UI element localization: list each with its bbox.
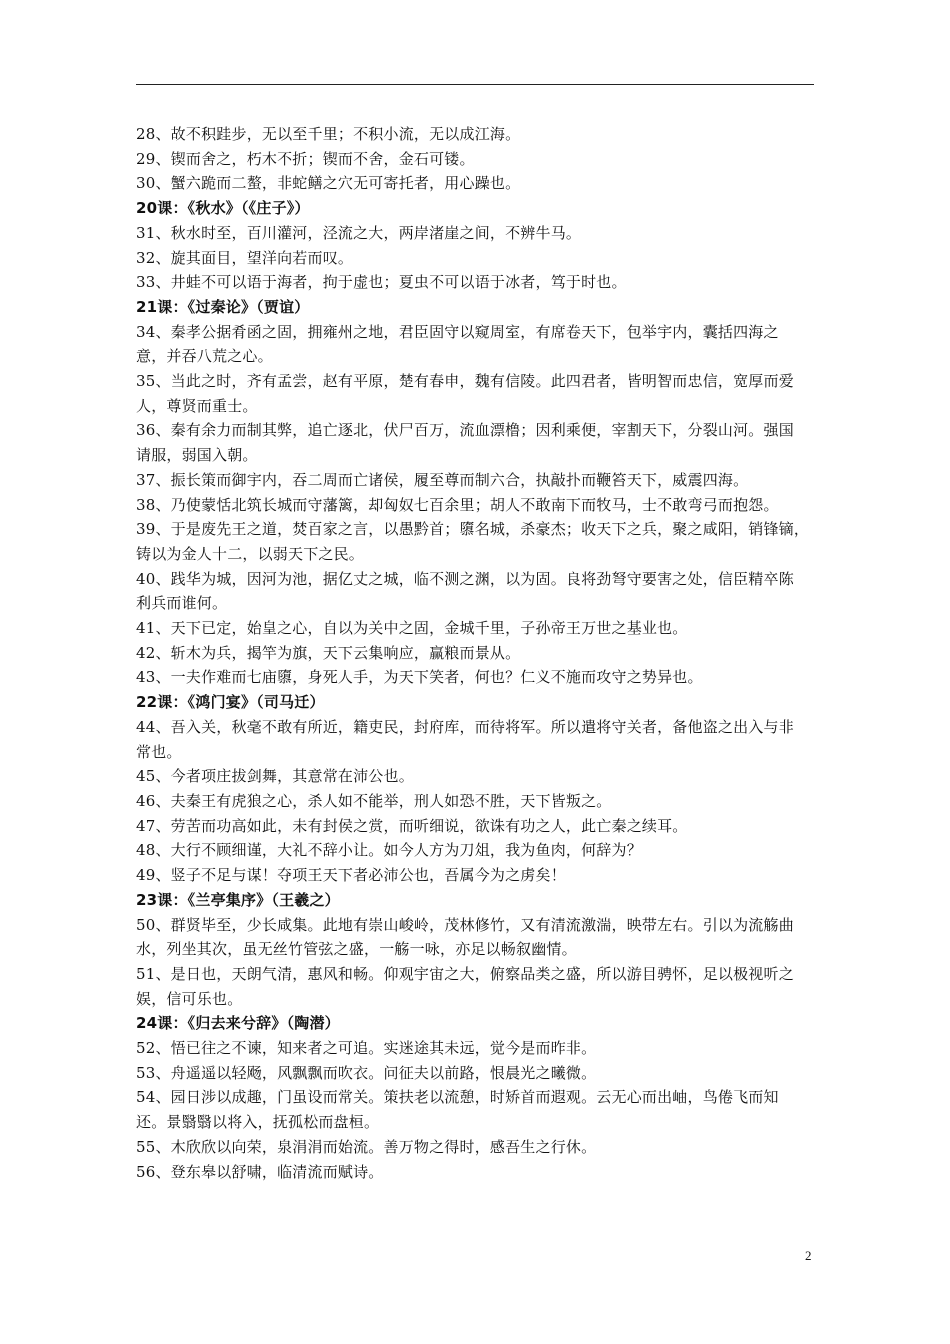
text-line: 33、井蛙不可以语于海者，拘于虚也；夏虫不可以语于冰者，笃于时也。 <box>136 273 627 292</box>
text-line: 50、群贤毕至，少长咸集。此地有崇山峻岭，茂林修竹，又有清流激湍，映带左右。引以为流觞曲 <box>136 915 794 934</box>
text-line: 28、故不积跬步，无以至千里；不积小流，无以成江海。 <box>136 125 521 143</box>
text-line: 45、今者项庄拔剑舞，其意常在沛公也。 <box>136 767 414 786</box>
lesson-heading: 22课：《鸿门宴》（司马迁） <box>136 693 325 712</box>
text-line: 53、舟遥遥以轻飏，风飘飘而吹衣。问征夫以前路，恨晨光之曦微。 <box>136 1063 597 1082</box>
text-line: 常也。 <box>136 742 182 761</box>
text-line: 44、吾入关，秋毫不敢有所近，籍吏民，封府库，而待将军。所以遣将守关者，备他盗之出入与非 <box>136 717 794 736</box>
lesson-heading: 21课：《过秦论》（贾谊） <box>136 297 310 316</box>
document-body <box>136 122 816 1184</box>
text-line: 47、劳苦而功高如此，未有封侯之赏，而听细说，欲诛有功之人，此亡秦之续耳。 <box>136 816 688 835</box>
text-line: 人，尊贤而重士。 <box>136 396 258 415</box>
text-line: 35、当此之时，齐有孟尝，赵有平原，楚有春申，魏有信陵。此四君者，皆明智而忠信，宽厚而爱 <box>136 372 794 391</box>
text-line: 37、振长策而御宇内，吞二周而亡诸侯，履至尊而制六合，执敲扑而鞭笞天下，威震四海。 <box>136 470 749 489</box>
text-line: 意，并吞八荒之心。 <box>136 347 273 366</box>
text-line: 29、锲而舍之，朽木不折；锲而不舍，金石可镂。 <box>136 149 475 168</box>
text-line: 48、大行不顾细谨，大礼不辞小让。如今人方为刀俎，我为鱼肉，何辞为？ <box>136 841 642 860</box>
text-line: 54、园日涉以成趣，门虽设而常关。策扶老以流憩，时矫首而遐观。云无心而出岫，鸟倦飞而知 <box>136 1088 779 1107</box>
text-line: 31、秋水时至，百川灌河，泾流之大，两岸渚崖之间，不辨牛马。 <box>136 223 582 242</box>
text-line: 娱，信可乐也。 <box>136 989 243 1008</box>
text-line: 52、悟已往之不谏，知来者之可追。实迷途其未远，觉今是而昨非。 <box>136 1039 597 1058</box>
text-line: 30、蟹六跪而二螯，非蛇鳝之穴无可寄托者，用心躁也。 <box>136 174 521 193</box>
text-line: 34、秦孝公据肴函之固，拥雍州之地，君臣固守以窥周室，有席卷天下，包举宇内，囊括四海之 <box>136 322 779 341</box>
lesson-heading: 24课：《归去来兮辞》（陶潜） <box>136 1014 340 1033</box>
text-line: 水，列坐其次，虽无丝竹管弦之盛，一觞一咏，亦足以畅叙幽情。 <box>136 940 577 959</box>
text-line: 请服，弱国入朝。 <box>136 446 258 465</box>
text-line: 42、斩木为兵，揭竿为旗，天下云集响应，赢粮而景从。 <box>136 643 521 662</box>
text-line: 36、秦有余力而制其弊，追亡逐北，伏尸百万，流血漂橹；因利乘便，宰割天下，分裂山河。强国 <box>136 421 794 440</box>
text-line: 56、登东皋以舒啸，临清流而赋诗。 <box>136 1162 384 1181</box>
text-line: 43、一夫作难而七庙隳，身死人手，为天下笑者，何也？仁义不施而攻守之势异也。 <box>136 668 703 687</box>
text-line: 46、夫秦王有虎狼之心，杀人如不能举，刑人如恐不胜，天下皆叛之。 <box>136 791 612 810</box>
text-line: 40、践华为城，因河为池，据亿丈之城，临不测之渊，以为固。良将劲弩守要害之处，信臣精卒陈 <box>136 569 794 588</box>
text-line: 55、木欣欣以向荣，泉涓涓而始流。善万物之得时，感吾生之行休。 <box>136 1137 597 1156</box>
text-line: 还。景翳翳以将入，抚孤松而盘桓。 <box>136 1113 380 1132</box>
text-line: 49、竖子不足与谋！夺项王天下者必沛公也，吾属今为之虏矣！ <box>136 866 566 885</box>
text-line: 32、旋其面目，望洋向若而叹。 <box>136 248 354 267</box>
text-line: 51、是日也，天朗气清，惠风和畅。仰观宇宙之大，俯察品类之盛，所以游目骋怀，足以极视听之 <box>136 964 794 983</box>
text-line: 39、于是废先王之道，焚百家之言，以愚黔首；隳名城，杀豪杰；收天下之兵，聚之咸阳，销锋镝， <box>136 520 810 539</box>
text-line: 38、乃使蒙恬北筑长城而守藩篱，却匈奴七百余里；胡人不敢南下而牧马，士不敢弯弓而抱怨。 <box>136 495 779 514</box>
lesson-heading: 20课：《秋水》（《庄子》） <box>136 199 310 218</box>
text-line: 利兵而谁何。 <box>136 594 228 613</box>
lesson-heading: 23课：《兰亭集序》（王羲之） <box>136 890 340 909</box>
page-number: 2 <box>805 1248 812 1263</box>
text-line: 41、天下已定，始皇之心，自以为关中之固，金城千里，子孙帝王万世之基业也。 <box>136 619 688 638</box>
text-line: 铸以为金人十二，以弱天下之民。 <box>136 544 365 563</box>
header-rule <box>136 84 814 85</box>
